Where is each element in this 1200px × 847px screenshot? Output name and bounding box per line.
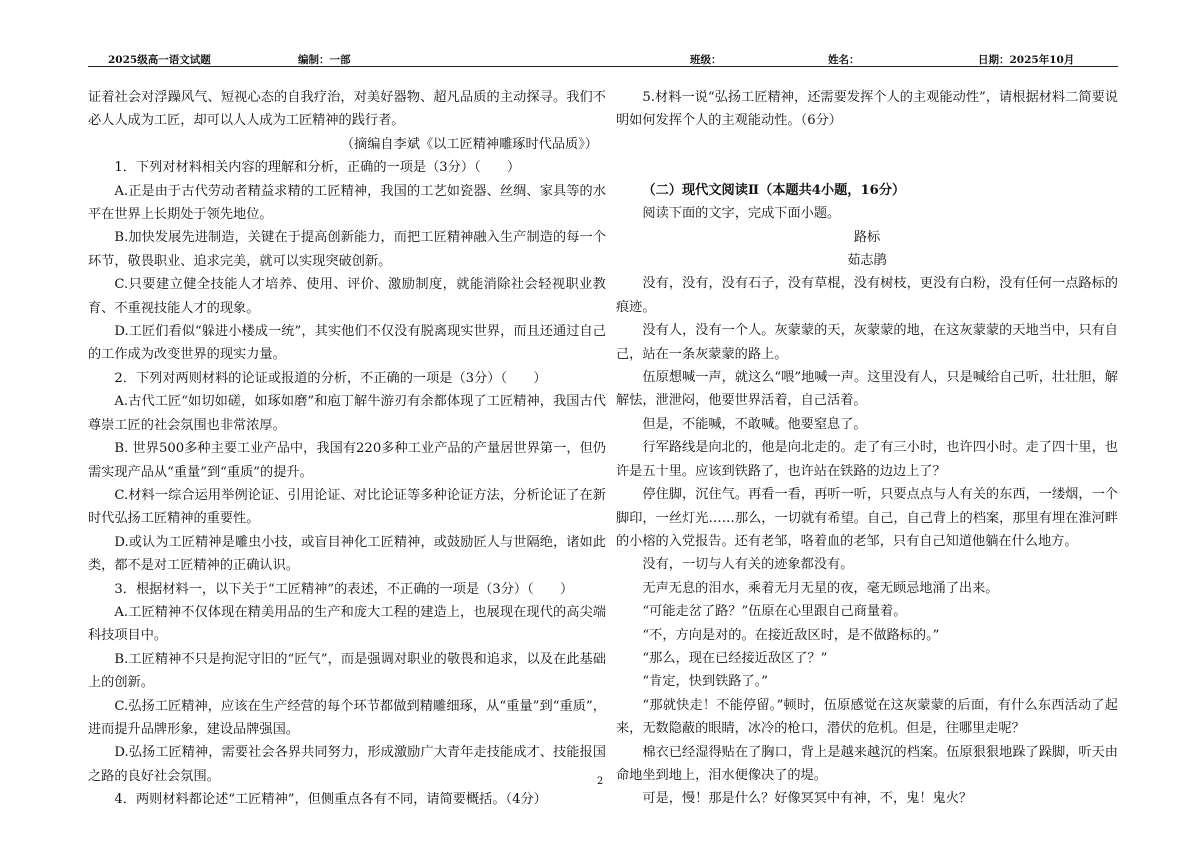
question-3: 3．根据材料一，以下关于“工匠精神”的表述，不正确的一项是（3分）（ ） <box>114 581 574 597</box>
question-2-option-c: C.材料一综合运用举例论证、引用论证、对比论证等多种论证方法，分析论证了在新时代弘扬工匠精神的重要性。 <box>88 487 606 527</box>
header-divider <box>88 66 1118 67</box>
question-1-option-d: D.工匠们看似“躲进小楼成一统”，其实他们不仅没有脱离现实世界，而且还通过自己的工作成为改变世界的现实力量。 <box>88 324 606 363</box>
story-author: 茹志鹃 <box>847 253 887 269</box>
story-paragraph: “不，方向是对的。在接近敌区时，是不做路标的。” <box>642 627 940 643</box>
question-1-option-c: C.只要建立健全技能人才培养、使用、评价、激励制度，就能消除社会轻视职业教育、不重视技能人才的现象。 <box>88 277 606 316</box>
story-paragraph: 没有，没有，没有石子，没有草棍，没有树枝，更没有白粉，没有任何一点路标的痕迹。 <box>616 276 1118 315</box>
header-name-label: 姓名： <box>828 54 860 66</box>
reading-instruction: 阅读下面的文字，完成下面小题。 <box>642 206 841 222</box>
story-paragraph: 无声无息的泪水，乘着无月无星的夜，毫无顾忌地涌了出来。 <box>642 580 999 596</box>
question-4: 4．两则材料都论述“工匠精神”，但侧重点各有不同，请简要概括。（4分） <box>114 792 547 808</box>
header-editor: 编制：一部 <box>298 54 351 66</box>
story-paragraph: 没有，一切与人有关的迹象都没有。 <box>642 557 854 573</box>
section-heading: （二）现代文阅读Ⅱ（本题共4小题，16分） <box>642 182 906 198</box>
page-number: 2 <box>596 776 604 787</box>
question-1-option-b: B.加快发展先进制造，关键在于提高创新能力，而把工匠精神融入生产制造的每一个环节，敬畏职业、追求完美，就可以实现突破创新。 <box>88 230 606 269</box>
question-1: 1．下列对材料相关内容的理解和分析，正确的一项是（3分）（ ） <box>114 160 521 176</box>
story-paragraph: 可是，慢！那是什么？好像冥冥中有神，不，鬼！鬼火？ <box>642 791 973 807</box>
story-paragraph: “那么，现在已经接近敌区了？” <box>642 650 828 666</box>
question-3-option-b: B.工匠精神不只是拘泥守旧的“匠气”，而是强调对职业的敬畏和追求，以及在此基础上的创新。 <box>88 651 606 691</box>
question-3-option-c: C.弘扬工匠精神，应该在生产经营的每个环节都做到精雕细琢，从“重量”到“重质”，进而提升品牌形象，建设品牌强国。 <box>88 698 606 737</box>
header-date: 日期：2025年10月 <box>978 54 1075 66</box>
story-paragraph: 棉衣已经湿得贴在了胸口，背上是越来越沉的档案。伍原狠狠地跺了跺脚，听天由命地坐到地上，泪水便像决了的堤。 <box>616 744 1118 783</box>
header-exam-title: 2025级高一语文试题 <box>108 54 211 66</box>
story-paragraph: 行军路线是向北的，他是向北走的。走了有三小时，也许四小时。走了四十里，也许是五十里。应该到铁路了，也许站在铁路的边边上了？ <box>616 440 1118 479</box>
material-paragraph: 证着社会对浮躁风气、短视心态的自我疗治，对美好器物、超凡品质的主动探寻。我们不必人人成为工匠，却可以人人成为工匠精神的践行者。 <box>88 90 606 129</box>
question-2-option-d: D.或认为工匠精神是雕虫小技，或盲目神化工匠精神，或鼓励匠人与世隔绝，诸如此类，都不是对工匠精神的正确认识。 <box>88 534 606 574</box>
question-3-option-a: A.工匠精神不仅体现在精美用品的生产和庞大工程的建造上，也展现在现代的高尖端科技项目中。 <box>88 604 606 644</box>
question-3-option-d: D.弘扬工匠精神，需要社会各界共同努力，形成激励广大青年走技能成才、技能报国之路的良好社会氛围。 <box>88 745 606 784</box>
story-paragraph: “那就快走！不能停留。”顿时，伍原感觉在这灰蒙蒙的后面，有什么东西活动了起来，无数隐蔽的眼睛，冰冷的枪口，潜伏的危机。但是，往哪里走呢？ <box>616 697 1118 737</box>
story-paragraph: “肯定，快到铁路了。” <box>642 674 768 690</box>
story-paragraph: 但是，不能喊，不敢喊。他要窒息了。 <box>642 416 867 432</box>
question-2-option-a: A.古代工匠“如切如磋，如琢如磨”和庖丁解牛游刃有余都体现了工匠精神，我国古代尊崇工匠的社会氛围也非常浓厚。 <box>88 394 606 433</box>
story-paragraph: 伍原想喊一声，就这么“喂”地喊一声。这里没有人，只是喊给自己听，壮壮胆，解解怯，泄泄闷，他要世界活着，自己活着。 <box>616 370 1118 409</box>
question-2: 2．下列对两则材料的论证或报道的分析，不正确的一项是（3分）（ ） <box>114 370 547 386</box>
question-5: 5.材料一说“弘扬工匠精神，还需要发挥个人的主观能动性”，请根据材料二简要说明如何发挥个人的主观能动性。（6分） <box>616 90 1118 129</box>
right-column <box>616 86 1118 811</box>
story-paragraph: 停住脚，沉住气。再看一看，再听一听，只要点点与人有关的东西，一缕烟，一个脚印，一丝灯光……那么，一切就有希望。自己，自己背上的档案，那里有埋在淮河畔的小榕的入党报告。还有老邹，咯着血的老邹，只有自己知道他躺在什么地方。 <box>616 487 1118 549</box>
story-paragraph: 没有人，没有一个人。灰蒙蒙的天，灰蒙蒙的地，在这灰蒙蒙的天地当中，只有自己，站在一条灰蒙蒙的路上。 <box>616 323 1118 362</box>
answer-space <box>616 133 1118 179</box>
story-paragraph: “可能走岔了路？”伍原在心里跟自己商量着。 <box>642 604 907 620</box>
story-title: 路标 <box>853 229 881 245</box>
material-source: （摘编自李斌《以工匠精神雕琢时代品质》） <box>340 136 598 152</box>
left-column <box>88 86 606 812</box>
header-class-label: 班级： <box>690 54 722 66</box>
question-2-option-b: B. 世界500多种主要工业产品中，我国有220多种工业产品的产量居世界第一，但仍需实现产品从“重量”到“重质”的提升。 <box>88 441 606 480</box>
question-1-option-a: A.正是由于古代劳动者精益求精的工匠精神，我国的工艺如瓷器、丝绸、家具等的水平在世界上长期处于领先地位。 <box>88 183 606 223</box>
